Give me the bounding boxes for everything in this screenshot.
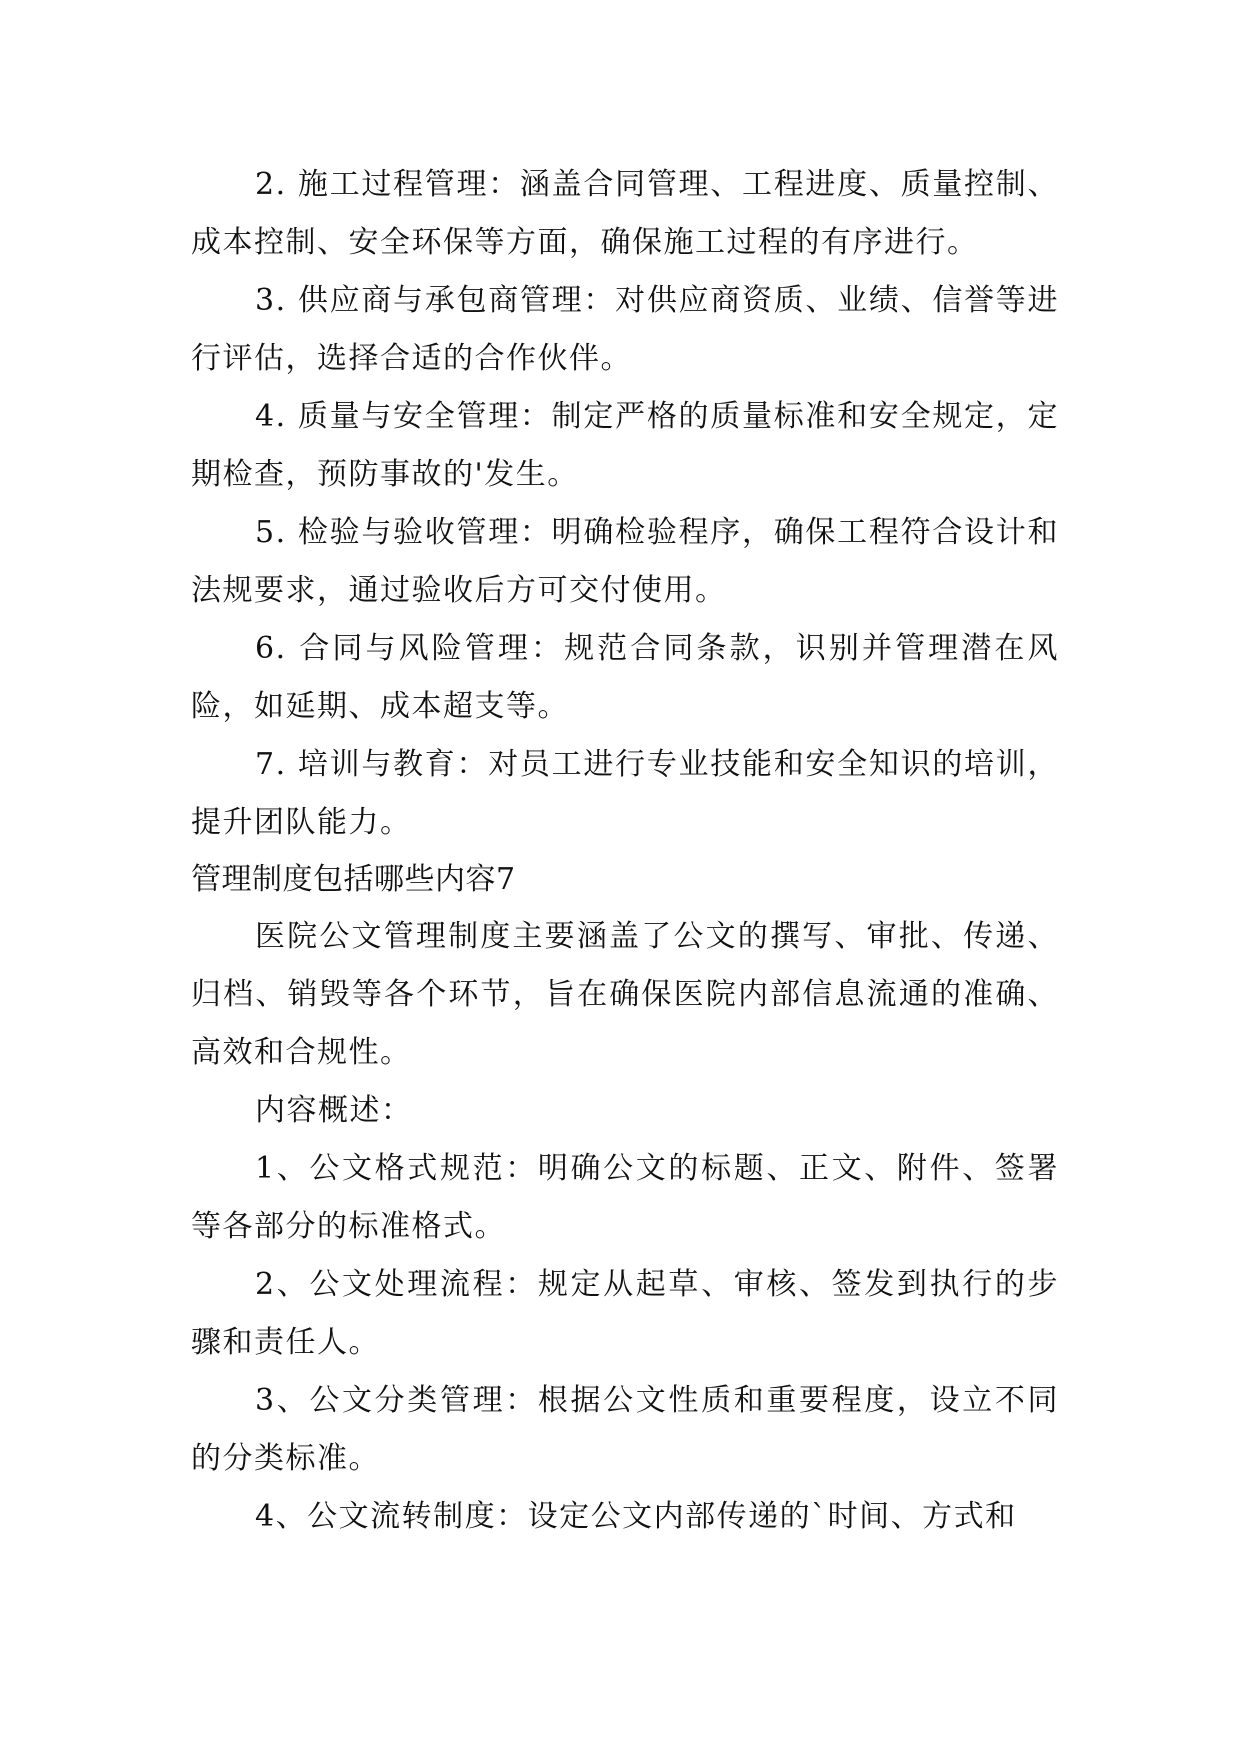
section-heading: 管理制度包括哪些内容7 [191, 862, 516, 897]
paragraph-construction-process: 2. 施工过程管理：涵盖合同管理、工程进度、质量控制、成本控制、安全环保等方面，确保施工过程的有序进行。 [191, 167, 1059, 260]
paragraph-contract-risk: 6. 合同与风险管理：规范合同条款，识别并管理潜在风险，如延期、成本超支等。 [191, 631, 1059, 724]
paragraph-quality-safety: 4. 质量与安全管理：制定严格的质量标准和安全规定，定期检查，预防事故的'发生。 [191, 399, 1059, 492]
paragraph-hospital-document-intro: 医院公文管理制度主要涵盖了公文的撰写、审批、传递、归档、销毁等各个环节，旨在确保医院内部信息流通的准确、高效和合规性。 [191, 919, 1059, 1070]
paragraph-circulation: 4、公文流转制度：设定公文内部传递的`时间、方式和 [255, 1499, 1017, 1534]
paragraph-classification: 3、公文分类管理：根据公文性质和重要程度，设立不同的分类标准。 [191, 1383, 1059, 1476]
document-body [191, 156, 1059, 1546]
paragraph-training-education: 7. 培训与教育：对员工进行专业技能和安全知识的培训，提升团队能力。 [191, 747, 1059, 840]
paragraph-processing-flow: 2、公文处理流程：规定从起草、审核、签发到执行的步骤和责任人。 [191, 1267, 1059, 1360]
paragraph-inspection-acceptance: 5. 检验与验收管理：明确检验程序，确保工程符合设计和法规要求，通过验收后方可交付使用。 [191, 515, 1059, 608]
paragraph-content-overview: 内容概述： [255, 1093, 413, 1128]
paragraph-format-spec: 1、公文格式规范：明确公文的标题、正文、附件、签署等各部分的标准格式。 [191, 1151, 1059, 1244]
paragraph-supplier-management: 3. 供应商与承包商管理：对供应商资质、业绩、信誉等进行评估，选择合适的合作伙伴。 [191, 283, 1059, 376]
